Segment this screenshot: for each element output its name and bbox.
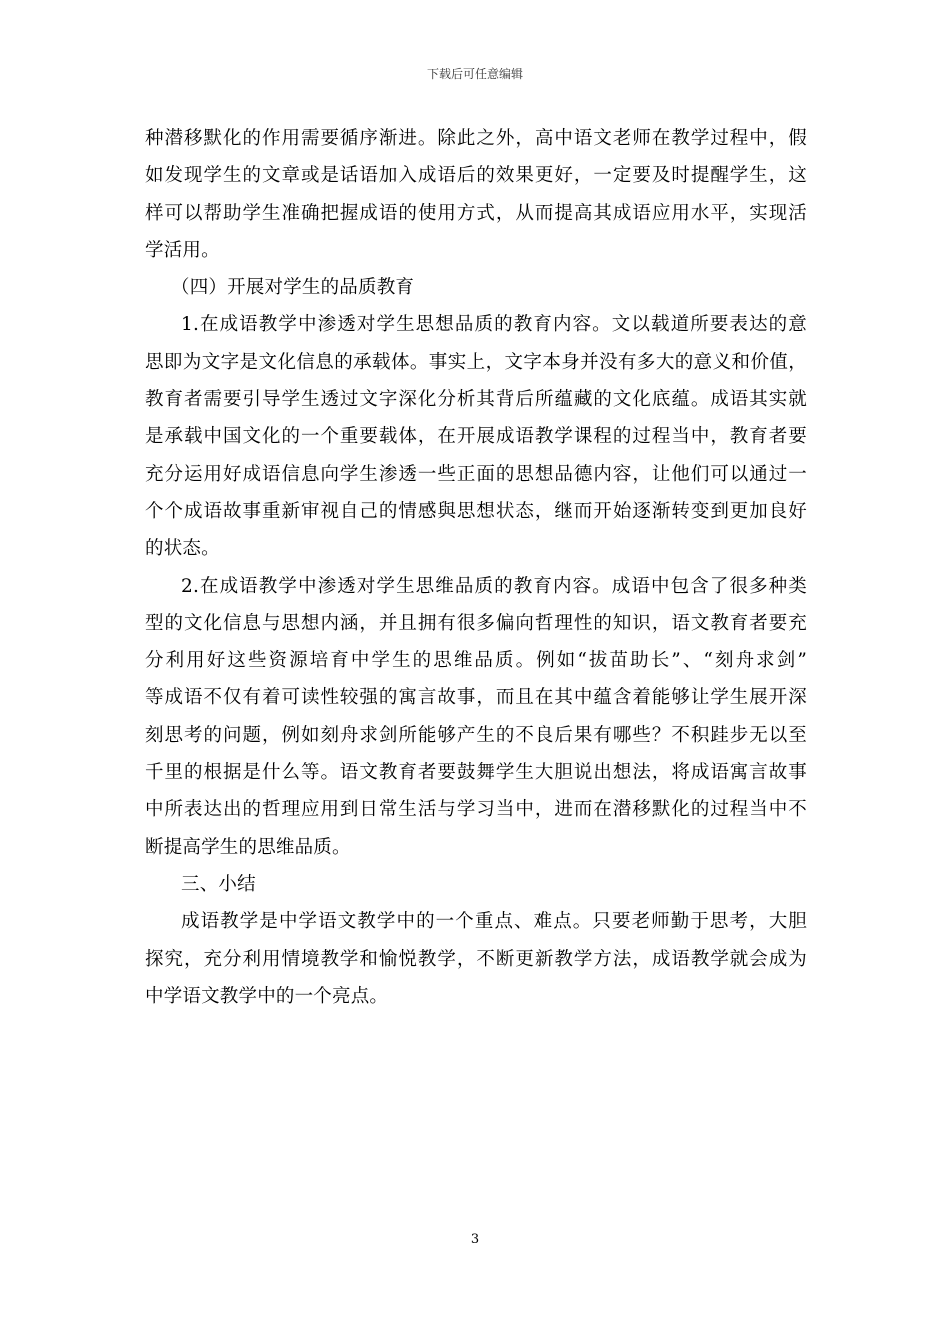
paragraph-continuation xyxy=(145,120,807,269)
paragraph-thought-quality xyxy=(145,306,807,567)
text-line: 1.在成语教学中渗透对学生思想品质的教育内容。文以载道所要表达的意 xyxy=(181,314,807,336)
text-line: 断提高学生的思维品质。 xyxy=(145,836,351,858)
section-heading-4: （四）开展对学生的品质教育 xyxy=(171,277,415,299)
text-line: 样可以帮助学生准确把握成语的使用方式，从而提高其成语应用水平，实现活 xyxy=(145,202,807,224)
text-line: 中学语文教学中的一个亮点。 xyxy=(145,985,389,1007)
text-line: 等成语不仅有着可读性较强的寓言故事，而且在其中蕴含着能够让学生展开深 xyxy=(145,687,807,709)
page-number: 3 xyxy=(470,1232,480,1247)
text-line: 教育者需要引导学生透过文字深化分析其背后所蕴藏的文化底蕴。成语其实就 xyxy=(145,389,807,411)
text-line: 2.在成语教学中渗透对学生思维品质的教育内容。成语中包含了很多种类 xyxy=(181,575,807,597)
text-line: 的状态。 xyxy=(145,538,220,560)
text-line: 种潜移默化的作用需要循序渐进。除此之外，高中语文老师在教学过程中，假 xyxy=(145,128,807,149)
text-line: 学活用。 xyxy=(145,239,220,261)
text-line: 如发现学生的文章或是话语加入成语后的效果更好，一定要及时提醒学生，这 xyxy=(145,165,807,187)
paragraph-thinking-quality xyxy=(145,568,807,866)
text-line: 中所表达出的哲理应用到日常生活与学习当中，进而在潜移默化的过程当中不 xyxy=(145,799,807,821)
text-line: 探究，充分利用情境教学和愉悦教学，不断更新教学方法，成语教学就会成为 xyxy=(145,948,807,970)
text-line: 千里的根据是什么等。语文教育者要鼓舞学生大胆说出想法，将成语寓言故事 xyxy=(145,762,807,784)
document-body xyxy=(145,120,807,1015)
text-line: 充分运用好成语信息向学生渗透一些正面的思想品德内容，让他们可以通过一 xyxy=(145,463,807,485)
section-heading-3: 三、小结 xyxy=(181,873,256,895)
text-line: 成语教学是中学语文教学中的一个重点、难点。只要老师勤于思考，大胆 xyxy=(181,911,807,933)
paragraph-summary xyxy=(145,903,807,1015)
text-line: 型的文化信息与思想内涵，并且拥有很多偏向哲理性的知识，语文教育者要充 xyxy=(145,612,807,634)
text-line: 分利用好这些资源培育中学生的思维品质。例如“拔苗助长”、“刻舟求剑” xyxy=(145,650,807,672)
text-line: 思即为文字是文化信息的承载体。事实上，文字本身并没有多大的意义和价值， xyxy=(145,351,807,373)
text-line: 个个成语故事重新审视自己的情感與思想状态，继而开始逐渐转变到更加良好 xyxy=(145,500,807,522)
page-header: 下载后可任意编辑 xyxy=(426,67,523,81)
text-line: 刻思考的问题，例如刻舟求剑所能够产生的不良后果有哪些？不积跬步无以至 xyxy=(145,724,807,746)
text-line: 是承载中国文化的一个重要载体，在开展成语教学课程的过程当中，教育者要 xyxy=(145,426,807,448)
